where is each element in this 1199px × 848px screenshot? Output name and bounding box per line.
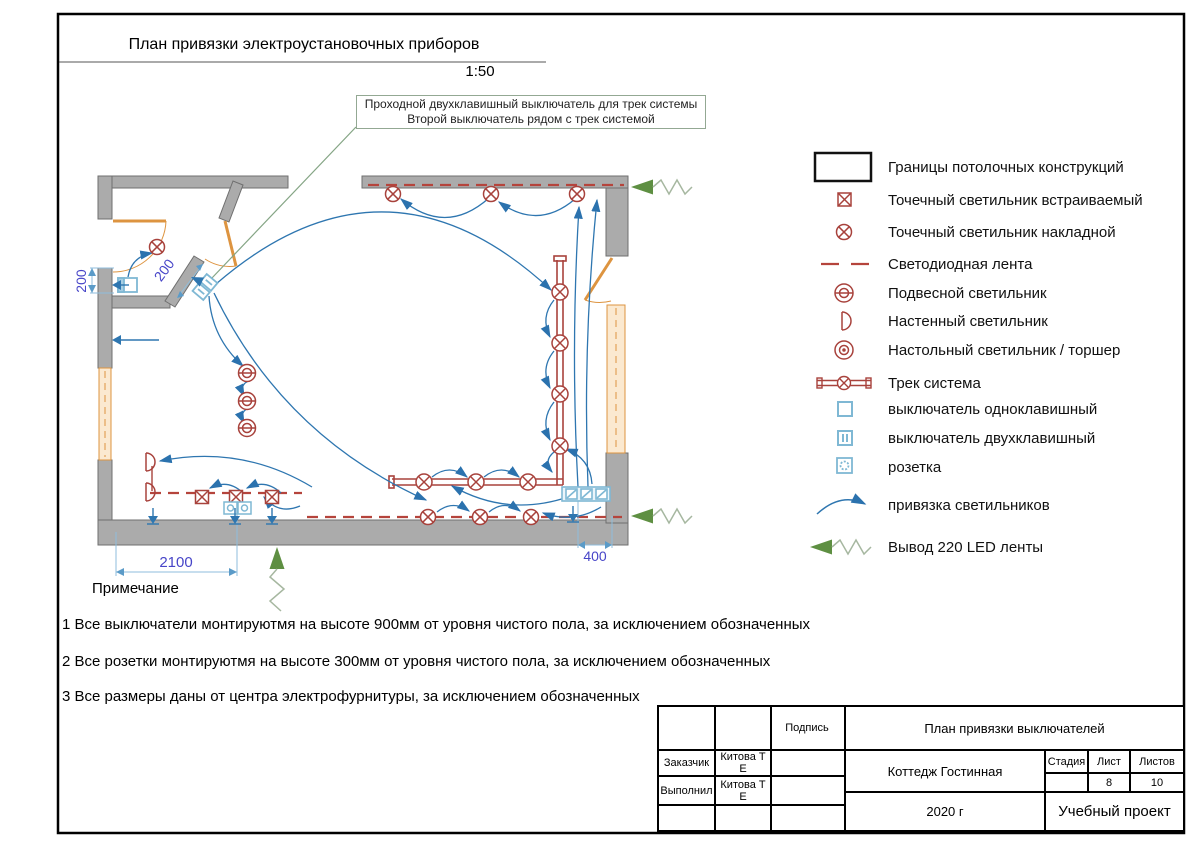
- track-spot-symbol: [552, 438, 568, 454]
- light-binding-icon: [800, 487, 888, 523]
- callout-line2: Второй выключатель рядом с трек системой: [407, 112, 655, 126]
- sheets-label: Листов: [1139, 755, 1175, 768]
- sheet-label: Лист: [1097, 755, 1121, 768]
- object-name: Коттедж Гостинная: [887, 763, 1003, 779]
- recessed-spot-symbol: [196, 491, 209, 504]
- page-title: План привязки электроустановочных приборов: [128, 36, 480, 53]
- binding-arc: [546, 351, 554, 388]
- legend-label: Настенный светильник: [888, 312, 1048, 330]
- legend-label: Подвесной светильник: [888, 284, 1047, 302]
- signature-label: Подпись: [785, 722, 829, 734]
- binding-arcs-layer: [128, 198, 601, 517]
- legend-label: выключатель двухклавишный: [888, 429, 1096, 447]
- binding-arc: [546, 300, 554, 337]
- pendant-light-symbol: [239, 365, 256, 382]
- executor-name: Китова Т Е: [720, 778, 766, 803]
- surface-spot-symbol: [150, 240, 165, 255]
- notes-heading: Примечание: [92, 580, 179, 597]
- dim-200-diag: 200: [150, 255, 178, 285]
- legend-label: розетка: [888, 458, 942, 476]
- legend-row: [800, 490, 1192, 520]
- track-spot-symbol: [552, 284, 568, 300]
- executor-label: Выполнил: [660, 784, 713, 797]
- binding-arc: [548, 452, 554, 472]
- binding-arc: [574, 207, 579, 487]
- socket-icon: [800, 449, 888, 485]
- binding-arc: [499, 199, 575, 216]
- legend-label: Точечный светильник встраиваемый: [888, 191, 1143, 209]
- binding-arc: [452, 486, 568, 505]
- led-strips: [150, 185, 624, 517]
- binding-arc: [437, 505, 469, 512]
- binding-arc: [586, 200, 597, 487]
- callout-line1: Проходной двухклавишный выключатель для трек системы: [364, 97, 698, 111]
- led-220-output-symbol: [270, 547, 285, 611]
- surface-spot-symbol: [570, 187, 585, 202]
- binding-arc: [432, 470, 467, 477]
- binding-arc: [484, 470, 519, 477]
- legend-label: Точечный светильник накладной: [888, 223, 1116, 241]
- sheets-total: 10: [1150, 776, 1164, 789]
- legend-label: Трек система: [888, 374, 981, 392]
- ceiling-boundary-icon: [800, 149, 888, 185]
- table-floor-light-icon: [800, 332, 888, 368]
- binding-arc: [216, 212, 551, 290]
- legend-row: [800, 532, 1192, 562]
- led-220-output-symbol: [631, 180, 692, 195]
- legend-label: Границы потолочных конструкций: [888, 158, 1124, 176]
- pendant-light-symbol: [239, 393, 256, 410]
- track-spot-symbol: [468, 474, 484, 490]
- legend-label: выключатель одноклавишный: [888, 400, 1098, 418]
- surface-spot-symbol: [421, 510, 436, 525]
- pendant-light-symbol: [239, 420, 256, 437]
- led-220-output-symbol: [631, 509, 692, 524]
- socket-symbol: [238, 502, 251, 514]
- surface-spot-symbol: [473, 510, 488, 525]
- recessed-spot-icon: [800, 182, 888, 218]
- switch-triple-symbol: [562, 487, 610, 501]
- legend-row: [800, 185, 1192, 215]
- wall-light-symbol: [146, 453, 155, 471]
- track-system: [389, 256, 566, 488]
- sheet-number: 8: [1105, 776, 1113, 789]
- binding-arc: [209, 296, 243, 366]
- surface-spot-symbol: [524, 510, 539, 525]
- legend-row: [800, 452, 1192, 482]
- title-block: [657, 705, 1185, 832]
- stage-label: Стадия: [1047, 755, 1086, 768]
- track-spot-symbol: [552, 386, 568, 402]
- legend-label: привязка светильников: [888, 496, 1050, 514]
- binding-arc: [160, 456, 312, 487]
- track-spot-symbol: [416, 474, 432, 490]
- note-2: 2 Все розетки монтируютмя на высоте 300мм от уровня чистого пола, за исключением обозначенных: [62, 653, 771, 670]
- legend-row: [800, 152, 1192, 182]
- year: 2020 г: [926, 804, 964, 819]
- surface-spot-symbol: [484, 187, 499, 202]
- drawing-title: План привязки выключателей: [924, 720, 1105, 736]
- dim-2100: 2100: [159, 554, 193, 571]
- legend-label: Настольный светильник / торшер: [888, 341, 1121, 359]
- track-spot-symbol: [520, 474, 536, 490]
- track-spot-symbol: [552, 335, 568, 351]
- project-type: Учебный проект: [1058, 803, 1171, 820]
- dim-200-left: 200: [73, 269, 89, 293]
- led-220-output-icon: [800, 529, 888, 565]
- callout-note: [356, 95, 706, 129]
- legend: [800, 0, 1192, 600]
- note-1: 1 Все выключатели монтируютмя на высоте 900мм от уровня чистого пола, за исключением обозначенных: [62, 616, 811, 633]
- surface-spot-icon: [800, 214, 888, 250]
- dim-400: 400: [583, 548, 607, 564]
- drawing-scale: 1:50: [465, 63, 495, 80]
- legend-label: Светодиодная лента: [888, 255, 1033, 273]
- legend-row: [800, 335, 1192, 365]
- legend-label: Вывод 220 LED ленты: [888, 538, 1044, 556]
- binding-arc: [546, 402, 554, 440]
- note-3: 3 Все размеры даны от центра электрофурнитуры, за исключением обозначенных: [62, 688, 640, 705]
- customer-name: Китова Т Е: [720, 751, 766, 775]
- recessed-spot-symbol: [266, 491, 279, 504]
- legend-row: [800, 217, 1192, 247]
- surface-spot-symbol: [386, 187, 401, 202]
- binding-arc: [489, 505, 520, 512]
- customer-label: Заказчик: [663, 757, 710, 769]
- wall-binding-left-arrow: [112, 335, 159, 345]
